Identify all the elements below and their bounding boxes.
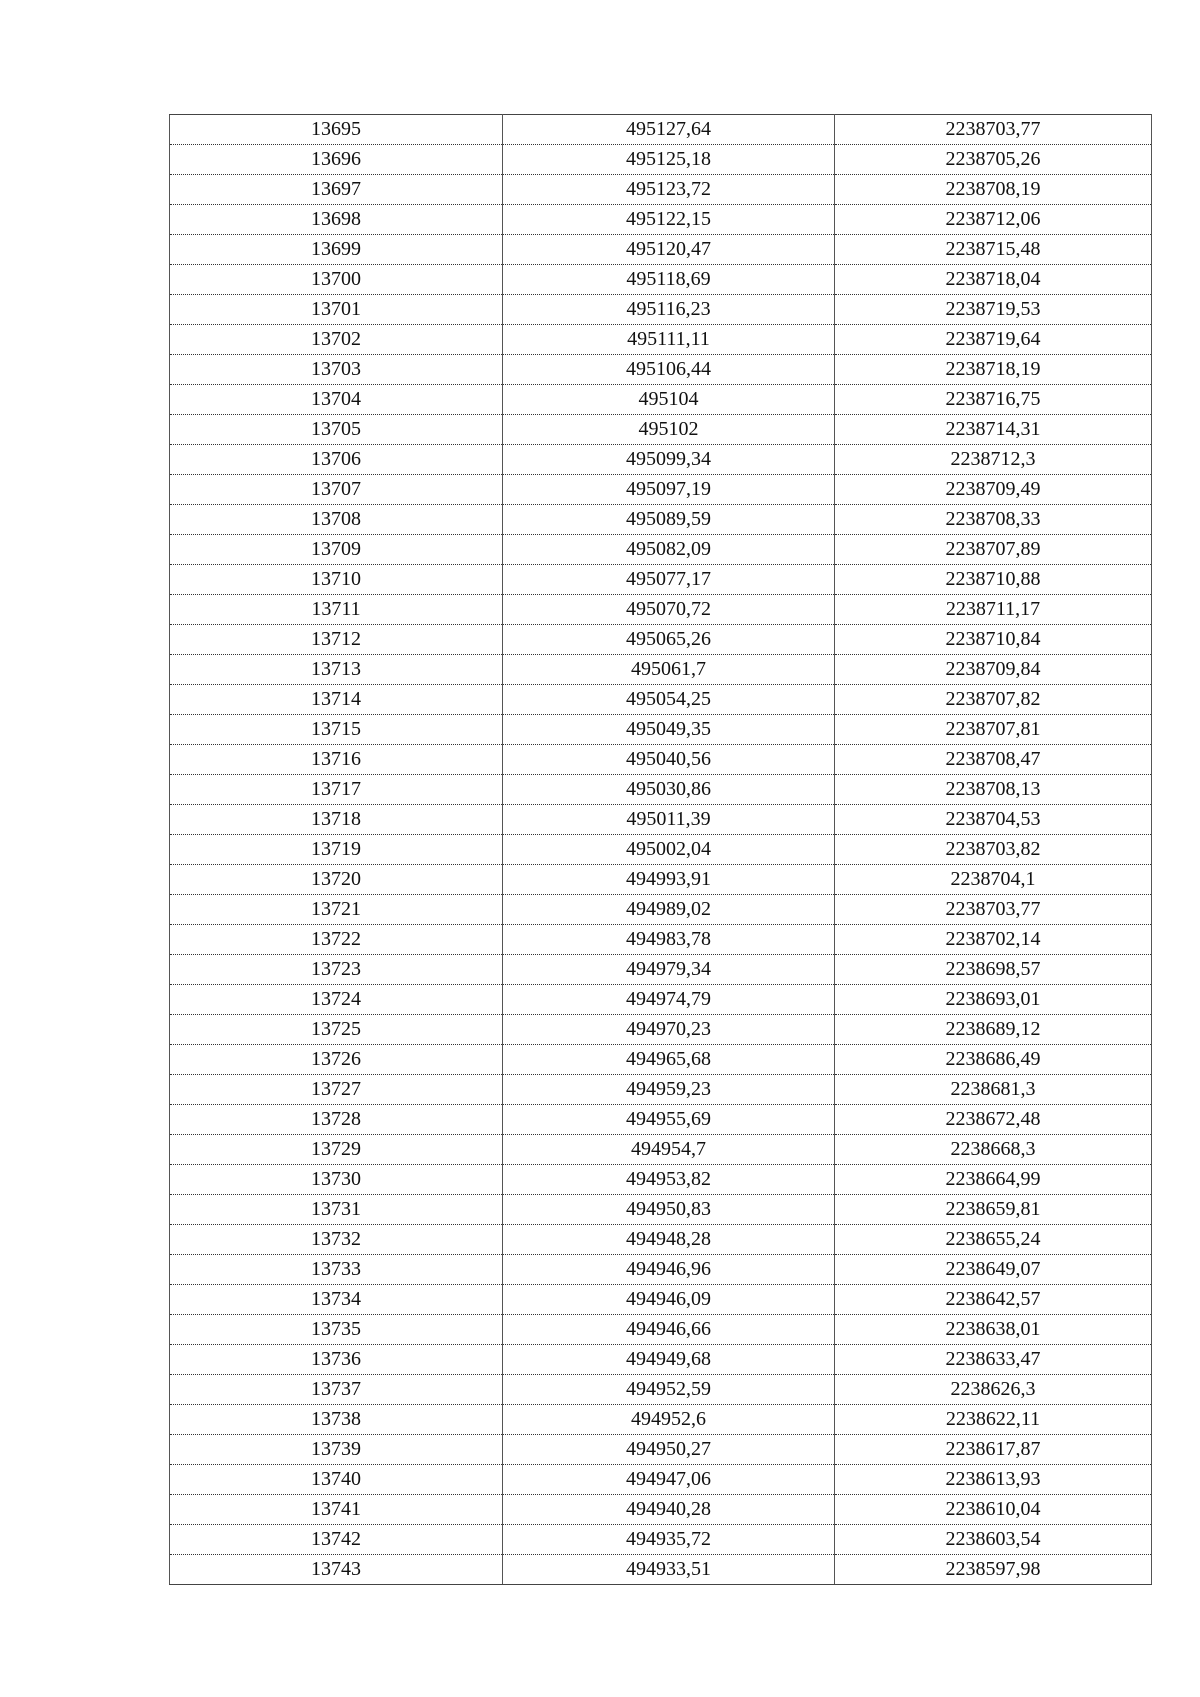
x-coordinate-cell: 494970,23 (503, 1015, 835, 1045)
point-number-cell: 13721 (170, 895, 503, 925)
table-row (170, 595, 1152, 625)
x-coordinate-cell: 494947,06 (503, 1465, 835, 1495)
point-number-cell: 13697 (170, 175, 503, 205)
x-coordinate-cell: 495097,19 (503, 475, 835, 505)
table-row (170, 1225, 1152, 1255)
point-number-cell: 13742 (170, 1525, 503, 1555)
table-row (170, 1135, 1152, 1165)
table-row (170, 685, 1152, 715)
y-coordinate-cell: 2238707,82 (835, 685, 1152, 715)
x-coordinate-cell: 495120,47 (503, 235, 835, 265)
y-coordinate-cell: 2238638,01 (835, 1315, 1152, 1345)
x-coordinate-cell: 494948,28 (503, 1225, 835, 1255)
point-number-cell: 13730 (170, 1165, 503, 1195)
x-coordinate-cell: 494954,7 (503, 1135, 835, 1165)
y-coordinate-cell: 2238710,88 (835, 565, 1152, 595)
point-number-cell: 13732 (170, 1225, 503, 1255)
y-coordinate-cell: 2238709,84 (835, 655, 1152, 685)
point-number-cell: 13708 (170, 505, 503, 535)
y-coordinate-cell: 2238711,17 (835, 595, 1152, 625)
point-number-cell: 13731 (170, 1195, 503, 1225)
table-row (170, 955, 1152, 985)
x-coordinate-cell: 495123,72 (503, 175, 835, 205)
table-row (170, 475, 1152, 505)
point-number-cell: 13710 (170, 565, 503, 595)
point-number-cell: 13739 (170, 1435, 503, 1465)
table-row (170, 1285, 1152, 1315)
point-number-cell: 13717 (170, 775, 503, 805)
table-row (170, 835, 1152, 865)
table-row (170, 1195, 1152, 1225)
table-row (170, 625, 1152, 655)
point-number-cell: 13712 (170, 625, 503, 655)
table-row (170, 415, 1152, 445)
table-row (170, 1045, 1152, 1075)
table-row (170, 565, 1152, 595)
coordinates-table (169, 114, 1152, 1585)
y-coordinate-cell: 2238686,49 (835, 1045, 1152, 1075)
point-number-cell: 13702 (170, 325, 503, 355)
y-coordinate-cell: 2238617,87 (835, 1435, 1152, 1465)
y-coordinate-cell: 2238603,54 (835, 1525, 1152, 1555)
table-row (170, 745, 1152, 775)
y-coordinate-cell: 2238597,98 (835, 1555, 1152, 1585)
point-number-cell: 13727 (170, 1075, 503, 1105)
point-number-cell: 13701 (170, 295, 503, 325)
point-number-cell: 13718 (170, 805, 503, 835)
y-coordinate-cell: 2238655,24 (835, 1225, 1152, 1255)
x-coordinate-cell: 495099,34 (503, 445, 835, 475)
x-coordinate-cell: 494953,82 (503, 1165, 835, 1195)
point-number-cell: 13733 (170, 1255, 503, 1285)
y-coordinate-cell: 2238704,53 (835, 805, 1152, 835)
point-number-cell: 13700 (170, 265, 503, 295)
table-row (170, 505, 1152, 535)
table-row (170, 1015, 1152, 1045)
point-number-cell: 13724 (170, 985, 503, 1015)
table-row (170, 1255, 1152, 1285)
point-number-cell: 13729 (170, 1135, 503, 1165)
y-coordinate-cell: 2238718,19 (835, 355, 1152, 385)
x-coordinate-cell: 495089,59 (503, 505, 835, 535)
table-row (170, 895, 1152, 925)
point-number-cell: 13714 (170, 685, 503, 715)
y-coordinate-cell: 2238681,3 (835, 1075, 1152, 1105)
y-coordinate-cell: 2238613,93 (835, 1465, 1152, 1495)
y-coordinate-cell: 2238622,11 (835, 1405, 1152, 1435)
table-row (170, 235, 1152, 265)
point-number-cell: 13705 (170, 415, 503, 445)
y-coordinate-cell: 2238633,47 (835, 1345, 1152, 1375)
x-coordinate-cell: 495002,04 (503, 835, 835, 865)
table-row (170, 1435, 1152, 1465)
point-number-cell: 13707 (170, 475, 503, 505)
table-row (170, 1555, 1152, 1585)
table-row (170, 205, 1152, 235)
y-coordinate-cell: 2238708,13 (835, 775, 1152, 805)
y-coordinate-cell: 2238703,77 (835, 895, 1152, 925)
point-number-cell: 13695 (170, 115, 503, 145)
table-row (170, 655, 1152, 685)
x-coordinate-cell: 494983,78 (503, 925, 835, 955)
point-number-cell: 13722 (170, 925, 503, 955)
table-row (170, 715, 1152, 745)
y-coordinate-cell: 2238708,47 (835, 745, 1152, 775)
x-coordinate-cell: 495030,86 (503, 775, 835, 805)
y-coordinate-cell: 2238664,99 (835, 1165, 1152, 1195)
point-number-cell: 13703 (170, 355, 503, 385)
table-row (170, 355, 1152, 385)
coordinates-table-body (170, 115, 1152, 1585)
point-number-cell: 13740 (170, 1465, 503, 1495)
table-row (170, 805, 1152, 835)
x-coordinate-cell: 495102 (503, 415, 835, 445)
table-row (170, 385, 1152, 415)
x-coordinate-cell: 495127,64 (503, 115, 835, 145)
point-number-cell: 13726 (170, 1045, 503, 1075)
y-coordinate-cell: 2238703,82 (835, 835, 1152, 865)
y-coordinate-cell: 2238704,1 (835, 865, 1152, 895)
table-row (170, 1105, 1152, 1135)
y-coordinate-cell: 2238708,19 (835, 175, 1152, 205)
x-coordinate-cell: 495040,56 (503, 745, 835, 775)
x-coordinate-cell: 495070,72 (503, 595, 835, 625)
point-number-cell: 13699 (170, 235, 503, 265)
y-coordinate-cell: 2238668,3 (835, 1135, 1152, 1165)
x-coordinate-cell: 494952,6 (503, 1405, 835, 1435)
table-row (170, 145, 1152, 175)
table-row (170, 445, 1152, 475)
table-row (170, 1165, 1152, 1195)
x-coordinate-cell: 494935,72 (503, 1525, 835, 1555)
table-row (170, 115, 1152, 145)
point-number-cell: 13728 (170, 1105, 503, 1135)
y-coordinate-cell: 2238698,57 (835, 955, 1152, 985)
point-number-cell: 13738 (170, 1405, 503, 1435)
x-coordinate-cell: 494950,27 (503, 1435, 835, 1465)
y-coordinate-cell: 2238719,64 (835, 325, 1152, 355)
x-coordinate-cell: 495122,15 (503, 205, 835, 235)
x-coordinate-cell: 495077,17 (503, 565, 835, 595)
y-coordinate-cell: 2238719,53 (835, 295, 1152, 325)
y-coordinate-cell: 2238707,81 (835, 715, 1152, 745)
y-coordinate-cell: 2238716,75 (835, 385, 1152, 415)
x-coordinate-cell: 494940,28 (503, 1495, 835, 1525)
point-number-cell: 13735 (170, 1315, 503, 1345)
point-number-cell: 13723 (170, 955, 503, 985)
y-coordinate-cell: 2238693,01 (835, 985, 1152, 1015)
x-coordinate-cell: 494950,83 (503, 1195, 835, 1225)
y-coordinate-cell: 2238672,48 (835, 1105, 1152, 1135)
y-coordinate-cell: 2238710,84 (835, 625, 1152, 655)
y-coordinate-cell: 2238712,3 (835, 445, 1152, 475)
x-coordinate-cell: 495049,35 (503, 715, 835, 745)
point-number-cell: 13709 (170, 535, 503, 565)
y-coordinate-cell: 2238705,26 (835, 145, 1152, 175)
x-coordinate-cell: 494959,23 (503, 1075, 835, 1105)
point-number-cell: 13743 (170, 1555, 503, 1585)
y-coordinate-cell: 2238659,81 (835, 1195, 1152, 1225)
x-coordinate-cell: 494933,51 (503, 1555, 835, 1585)
x-coordinate-cell: 494949,68 (503, 1345, 835, 1375)
y-coordinate-cell: 2238712,06 (835, 205, 1152, 235)
point-number-cell: 13698 (170, 205, 503, 235)
table-row (170, 1465, 1152, 1495)
y-coordinate-cell: 2238642,57 (835, 1285, 1152, 1315)
x-coordinate-cell: 494974,79 (503, 985, 835, 1015)
point-number-cell: 13719 (170, 835, 503, 865)
point-number-cell: 13706 (170, 445, 503, 475)
x-coordinate-cell: 494946,96 (503, 1255, 835, 1285)
point-number-cell: 13725 (170, 1015, 503, 1045)
table-row (170, 295, 1152, 325)
x-coordinate-cell: 495011,39 (503, 805, 835, 835)
table-row (170, 1405, 1152, 1435)
y-coordinate-cell: 2238708,33 (835, 505, 1152, 535)
table-row (170, 1315, 1152, 1345)
x-coordinate-cell: 495125,18 (503, 145, 835, 175)
x-coordinate-cell: 494965,68 (503, 1045, 835, 1075)
y-coordinate-cell: 2238715,48 (835, 235, 1152, 265)
point-number-cell: 13711 (170, 595, 503, 625)
x-coordinate-cell: 495106,44 (503, 355, 835, 385)
y-coordinate-cell: 2238649,07 (835, 1255, 1152, 1285)
point-number-cell: 13736 (170, 1345, 503, 1375)
y-coordinate-cell: 2238702,14 (835, 925, 1152, 955)
table-row (170, 925, 1152, 955)
table-row (170, 775, 1152, 805)
table-row (170, 1495, 1152, 1525)
table-row (170, 535, 1152, 565)
table-row (170, 985, 1152, 1015)
x-coordinate-cell: 494955,69 (503, 1105, 835, 1135)
x-coordinate-cell: 494979,34 (503, 955, 835, 985)
x-coordinate-cell: 495054,25 (503, 685, 835, 715)
point-number-cell: 13716 (170, 745, 503, 775)
table-row (170, 1345, 1152, 1375)
x-coordinate-cell: 495111,11 (503, 325, 835, 355)
x-coordinate-cell: 495104 (503, 385, 835, 415)
x-coordinate-cell: 494993,91 (503, 865, 835, 895)
table-row (170, 1075, 1152, 1105)
x-coordinate-cell: 494946,66 (503, 1315, 835, 1345)
x-coordinate-cell: 495118,69 (503, 265, 835, 295)
y-coordinate-cell: 2238689,12 (835, 1015, 1152, 1045)
y-coordinate-cell: 2238707,89 (835, 535, 1152, 565)
x-coordinate-cell: 494946,09 (503, 1285, 835, 1315)
x-coordinate-cell: 495116,23 (503, 295, 835, 325)
table-row (170, 325, 1152, 355)
y-coordinate-cell: 2238714,31 (835, 415, 1152, 445)
point-number-cell: 13734 (170, 1285, 503, 1315)
table-row (170, 175, 1152, 205)
y-coordinate-cell: 2238709,49 (835, 475, 1152, 505)
table-row (170, 865, 1152, 895)
point-number-cell: 13737 (170, 1375, 503, 1405)
x-coordinate-cell: 494952,59 (503, 1375, 835, 1405)
point-number-cell: 13715 (170, 715, 503, 745)
x-coordinate-cell: 494989,02 (503, 895, 835, 925)
x-coordinate-cell: 495082,09 (503, 535, 835, 565)
point-number-cell: 13741 (170, 1495, 503, 1525)
x-coordinate-cell: 495061,7 (503, 655, 835, 685)
point-number-cell: 13704 (170, 385, 503, 415)
table-row (170, 265, 1152, 295)
point-number-cell: 13720 (170, 865, 503, 895)
table-row (170, 1375, 1152, 1405)
y-coordinate-cell: 2238718,04 (835, 265, 1152, 295)
y-coordinate-cell: 2238703,77 (835, 115, 1152, 145)
point-number-cell: 13696 (170, 145, 503, 175)
y-coordinate-cell: 2238610,04 (835, 1495, 1152, 1525)
point-number-cell: 13713 (170, 655, 503, 685)
x-coordinate-cell: 495065,26 (503, 625, 835, 655)
y-coordinate-cell: 2238626,3 (835, 1375, 1152, 1405)
table-row (170, 1525, 1152, 1555)
